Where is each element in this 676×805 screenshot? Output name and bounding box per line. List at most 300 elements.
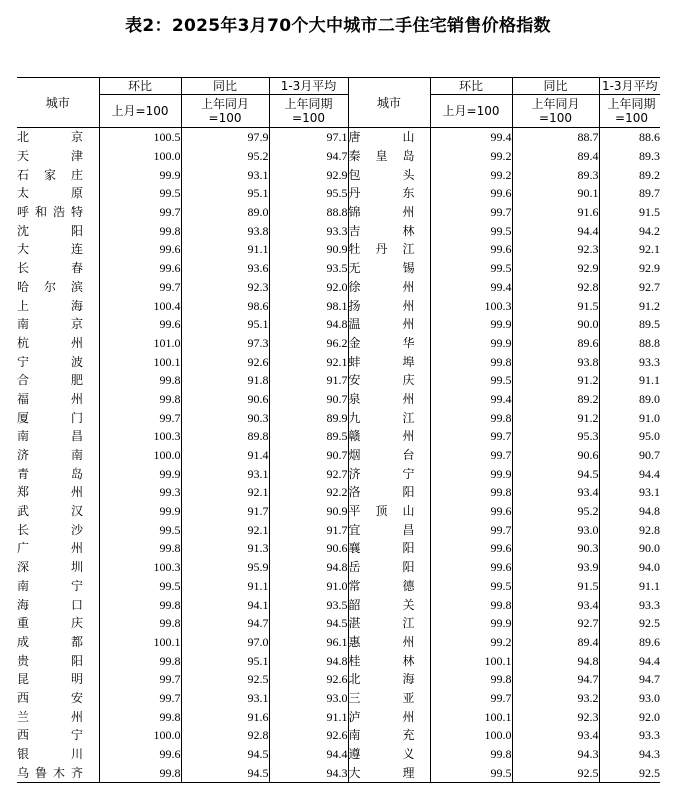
- city-name: 吉林: [348, 223, 415, 238]
- city-name-cell: [348, 184, 430, 203]
- table-body: [17, 128, 660, 783]
- avg-value-cell: 92.2: [269, 483, 348, 502]
- avg-value-cell: 94.3: [599, 745, 660, 764]
- city-name: 西安: [17, 690, 83, 705]
- city-name-cell: [17, 689, 99, 708]
- city-name-cell: [348, 371, 430, 390]
- city-name-cell: [17, 371, 99, 390]
- city-name-cell: [348, 614, 430, 633]
- table-row: [17, 520, 660, 539]
- yoy-value-cell: 97.3: [181, 334, 269, 353]
- city-name: 金华: [348, 335, 415, 350]
- city-name: 重庆: [17, 616, 83, 631]
- yoy-value-cell: 94.8: [512, 651, 599, 670]
- yoy-value-cell: 93.4: [512, 726, 599, 745]
- city-name-cell: [348, 502, 430, 521]
- yoy-value-cell: 92.7: [512, 614, 599, 633]
- yoy-value-cell: 91.3: [181, 539, 269, 558]
- yoy-base-label-right: 上年同月=100: [512, 95, 599, 128]
- table-row: [17, 651, 660, 670]
- avg-value-cell: 92.6: [269, 670, 348, 689]
- city-name: 遵义: [348, 747, 415, 762]
- yoy-value-cell: 89.8: [181, 427, 269, 446]
- city-column-header-right: 城市: [348, 78, 430, 128]
- avg-value-cell: 93.0: [599, 689, 660, 708]
- yoy-value-cell: 94.7: [181, 614, 269, 633]
- mom-value-cell: 99.5: [430, 221, 512, 240]
- mom-value-cell: 99.9: [430, 315, 512, 334]
- avg-value-cell: 94.8: [269, 315, 348, 334]
- yoy-value-cell: 93.0: [512, 520, 599, 539]
- mom-value-cell: 99.6: [430, 558, 512, 577]
- city-name: 南昌: [17, 429, 83, 444]
- yoy-value-cell: 90.6: [181, 390, 269, 409]
- mom-value-cell: 99.2: [430, 165, 512, 184]
- yoy-value-cell: 92.6: [181, 352, 269, 371]
- city-name-cell: [17, 352, 99, 371]
- city-name: 西宁: [17, 728, 83, 743]
- mom-value-cell: 99.8: [99, 595, 181, 614]
- yoy-value-cell: 93.4: [512, 483, 599, 502]
- yoy-value-cell: 93.4: [512, 595, 599, 614]
- mom-value-cell: 99.8: [99, 221, 181, 240]
- city-name: 襄阳: [348, 541, 415, 556]
- yoy-value-cell: 92.5: [512, 763, 599, 782]
- avg-value-cell: 96.1: [269, 633, 348, 652]
- mom-value-cell: 99.4: [430, 278, 512, 297]
- city-name: 厦门: [17, 410, 83, 425]
- city-name-cell: [17, 165, 99, 184]
- city-name: 洛阳: [348, 485, 415, 500]
- city-name: 徐州: [348, 279, 415, 294]
- city-name: 大连: [17, 242, 83, 257]
- city-name: 乌鲁木齐: [17, 765, 83, 780]
- city-name: 广州: [17, 541, 83, 556]
- city-name-cell: [17, 278, 99, 297]
- table-row: [17, 483, 660, 502]
- yoy-value-cell: 93.2: [512, 689, 599, 708]
- table-row: [17, 334, 660, 353]
- yoy-value-cell: 94.5: [512, 464, 599, 483]
- city-name-cell: [348, 763, 430, 782]
- avg-value-cell: 88.6: [599, 128, 660, 147]
- city-name: 上海: [17, 298, 83, 313]
- yoy-value-cell: 93.8: [181, 221, 269, 240]
- avg-value-cell: 93.1: [599, 483, 660, 502]
- city-name-cell: [348, 651, 430, 670]
- city-name: 北海: [348, 672, 415, 687]
- yoy-value-cell: 92.3: [512, 707, 599, 726]
- city-name-cell: [17, 595, 99, 614]
- avg-value-cell: 92.0: [599, 707, 660, 726]
- mom-value-cell: 99.5: [99, 520, 181, 539]
- city-name: 长沙: [17, 522, 83, 537]
- yoy-value-cell: 90.3: [512, 539, 599, 558]
- mom-value-cell: 99.7: [430, 689, 512, 708]
- avg-value-cell: 93.3: [599, 726, 660, 745]
- city-name: 兰州: [17, 709, 83, 724]
- city-name: 平顶山: [348, 504, 415, 519]
- mom-value-cell: 100.1: [99, 633, 181, 652]
- avg-value-cell: 92.1: [269, 352, 348, 371]
- city-name-cell: [17, 577, 99, 596]
- mom-value-cell: 99.5: [99, 184, 181, 203]
- yoy-value-cell: 95.1: [181, 315, 269, 334]
- avg-base-label: 上年同期=100: [269, 95, 348, 128]
- avg-value-cell: 91.7: [269, 371, 348, 390]
- city-name: 牡丹江: [348, 242, 415, 257]
- table-header: [17, 78, 660, 128]
- table-row: [17, 595, 660, 614]
- city-name: 沈阳: [17, 223, 83, 238]
- city-name-cell: [17, 539, 99, 558]
- mom-value-cell: 99.9: [99, 165, 181, 184]
- yoy-value-cell: 95.1: [181, 651, 269, 670]
- city-name: 贵阳: [17, 653, 83, 668]
- avg-value-cell: 95.0: [599, 427, 660, 446]
- city-name: 济南: [17, 448, 83, 463]
- table-row: [17, 502, 660, 521]
- avg-value-cell: 97.1: [269, 128, 348, 147]
- city-name: 赣州: [348, 429, 415, 444]
- mom-value-cell: 99.7: [99, 689, 181, 708]
- avg-value-cell: 93.3: [599, 595, 660, 614]
- yoy-value-cell: 93.8: [512, 352, 599, 371]
- mom-value-cell: 99.7: [99, 203, 181, 222]
- yoy-value-cell: 92.3: [181, 278, 269, 297]
- city-name-cell: [348, 464, 430, 483]
- table-row: [17, 464, 660, 483]
- avg-value-cell: 89.5: [599, 315, 660, 334]
- mom-value-cell: 99.6: [99, 259, 181, 278]
- mom-value-cell: 99.4: [430, 128, 512, 147]
- city-name-cell: [17, 707, 99, 726]
- yoy-value-cell: 91.5: [512, 296, 599, 315]
- city-name-cell: [348, 259, 430, 278]
- yoy-value-cell: 92.8: [512, 278, 599, 297]
- city-name: 福州: [17, 391, 83, 406]
- mom-value-cell: 100.5: [99, 128, 181, 147]
- city-name-cell: [17, 464, 99, 483]
- mom-value-cell: 99.5: [430, 577, 512, 596]
- avg-value-cell: 88.8: [269, 203, 348, 222]
- mom-value-cell: 99.9: [430, 614, 512, 633]
- table-row: [17, 221, 660, 240]
- yoy-value-cell: 95.3: [512, 427, 599, 446]
- yoy-column-header-right: 同比: [512, 78, 599, 95]
- yoy-value-cell: 90.6: [512, 446, 599, 465]
- city-name: 南京: [17, 317, 83, 332]
- yoy-value-cell: 94.4: [512, 221, 599, 240]
- city-name: 北京: [17, 130, 83, 145]
- city-name-cell: [17, 670, 99, 689]
- mom-value-cell: 99.8: [99, 614, 181, 633]
- yoy-value-cell: 91.4: [181, 446, 269, 465]
- avg-value-cell: 94.7: [599, 670, 660, 689]
- mom-value-cell: 99.9: [99, 502, 181, 521]
- mom-value-cell: 99.5: [99, 577, 181, 596]
- mom-value-cell: 99.7: [99, 278, 181, 297]
- yoy-value-cell: 91.2: [512, 408, 599, 427]
- city-name-cell: [348, 726, 430, 745]
- city-name: 泉州: [348, 391, 415, 406]
- city-name-cell: [17, 614, 99, 633]
- avg-value-cell: 90.7: [599, 446, 660, 465]
- mom-value-cell: 99.8: [99, 390, 181, 409]
- avg-value-cell: 92.0: [269, 278, 348, 297]
- avg-value-cell: 92.6: [269, 726, 348, 745]
- mom-value-cell: 99.7: [99, 670, 181, 689]
- city-name-cell: [348, 427, 430, 446]
- avg-value-cell: 92.9: [599, 259, 660, 278]
- avg-value-cell: 94.3: [269, 763, 348, 782]
- avg-value-cell: 94.5: [269, 614, 348, 633]
- city-name: 唐山: [348, 130, 415, 145]
- city-name: 郑州: [17, 485, 83, 500]
- city-name: 温州: [348, 317, 415, 332]
- avg-value-cell: 94.8: [269, 651, 348, 670]
- mom-value-cell: 99.8: [430, 483, 512, 502]
- mom-value-cell: 99.8: [99, 651, 181, 670]
- mom-base-label-right: 上月=100: [430, 95, 512, 128]
- city-name: 深圳: [17, 560, 83, 575]
- yoy-value-cell: 95.9: [181, 558, 269, 577]
- city-name: 南充: [348, 728, 415, 743]
- mom-value-cell: 99.8: [430, 670, 512, 689]
- table-row: [17, 184, 660, 203]
- city-name-cell: [348, 689, 430, 708]
- avg-value-cell: 95.5: [269, 184, 348, 203]
- yoy-value-cell: 94.5: [181, 745, 269, 764]
- city-name: 锦州: [348, 205, 415, 220]
- city-name: 呼和浩特: [17, 205, 83, 220]
- table-row: [17, 614, 660, 633]
- city-name-cell: [17, 203, 99, 222]
- table-row: [17, 147, 660, 166]
- table-row: [17, 427, 660, 446]
- city-name-cell: [17, 502, 99, 521]
- avg-value-cell: 94.8: [599, 502, 660, 521]
- mom-value-cell: 99.7: [99, 408, 181, 427]
- yoy-value-cell: 97.0: [181, 633, 269, 652]
- mom-value-cell: 99.8: [99, 539, 181, 558]
- table-row: [17, 240, 660, 259]
- avg-value-cell: 91.1: [599, 577, 660, 596]
- city-name-cell: [17, 726, 99, 745]
- yoy-value-cell: 94.3: [512, 745, 599, 764]
- avg-value-cell: 90.9: [269, 240, 348, 259]
- city-name: 太原: [17, 186, 83, 201]
- table-row: [17, 558, 660, 577]
- table-title: 表2：2025年3月70个大中城市二手住宅销售价格指数: [125, 16, 551, 36]
- city-name-cell: [17, 483, 99, 502]
- avg-value-cell: 92.5: [599, 614, 660, 633]
- avg-value-cell: 90.7: [269, 390, 348, 409]
- mom-value-cell: 100.1: [430, 651, 512, 670]
- yoy-value-cell: 90.0: [512, 315, 599, 334]
- avg-value-cell: 89.3: [599, 147, 660, 166]
- mom-value-cell: 100.0: [99, 726, 181, 745]
- yoy-value-cell: 89.3: [512, 165, 599, 184]
- mom-value-cell: 99.3: [99, 483, 181, 502]
- mom-value-cell: 99.5: [430, 371, 512, 390]
- yoy-value-cell: 91.2: [512, 371, 599, 390]
- city-name-cell: [348, 165, 430, 184]
- yoy-value-cell: 88.7: [512, 128, 599, 147]
- yoy-value-cell: 92.5: [181, 670, 269, 689]
- city-name: 杭州: [17, 335, 83, 350]
- yoy-value-cell: 93.1: [181, 165, 269, 184]
- city-name-cell: [348, 390, 430, 409]
- avg-value-cell: 94.2: [599, 221, 660, 240]
- yoy-value-cell: 92.9: [512, 259, 599, 278]
- table-row: [17, 446, 660, 465]
- city-column-header: 城市: [17, 78, 99, 128]
- avg-column-header-right: 1-3月平均: [599, 78, 660, 95]
- avg-value-cell: 91.1: [269, 707, 348, 726]
- city-name-cell: [17, 240, 99, 259]
- yoy-value-cell: 89.4: [512, 147, 599, 166]
- mom-value-cell: 99.6: [430, 539, 512, 558]
- city-name: 桂林: [348, 653, 415, 668]
- mom-value-cell: 99.9: [430, 464, 512, 483]
- city-name: 哈尔滨: [17, 279, 83, 294]
- city-name-cell: [348, 577, 430, 596]
- city-name-cell: [17, 633, 99, 652]
- mom-value-cell: 100.3: [99, 427, 181, 446]
- city-name-cell: [348, 520, 430, 539]
- city-name-cell: [17, 745, 99, 764]
- mom-value-cell: 99.6: [430, 240, 512, 259]
- yoy-value-cell: 89.2: [512, 390, 599, 409]
- city-name-cell: [348, 670, 430, 689]
- city-name: 扬州: [348, 298, 415, 313]
- yoy-value-cell: 91.8: [181, 371, 269, 390]
- city-name: 安庆: [348, 373, 415, 388]
- yoy-value-cell: 89.6: [512, 334, 599, 353]
- yoy-value-cell: 98.6: [181, 296, 269, 315]
- yoy-value-cell: 94.7: [512, 670, 599, 689]
- avg-value-cell: 90.7: [269, 446, 348, 465]
- avg-value-cell: 96.2: [269, 334, 348, 353]
- avg-value-cell: 94.7: [269, 147, 348, 166]
- table-row: [17, 165, 660, 184]
- city-name: 宜昌: [348, 522, 415, 537]
- city-name: 银川: [17, 747, 83, 762]
- avg-value-cell: 89.9: [269, 408, 348, 427]
- yoy-value-cell: 92.3: [512, 240, 599, 259]
- city-name-cell: [348, 147, 430, 166]
- yoy-value-cell: 93.6: [181, 259, 269, 278]
- city-name-cell: [348, 296, 430, 315]
- yoy-value-cell: 92.1: [181, 520, 269, 539]
- mom-value-cell: 100.0: [430, 726, 512, 745]
- avg-value-cell: 93.3: [599, 352, 660, 371]
- mom-value-cell: 99.5: [430, 259, 512, 278]
- avg-value-cell: 90.9: [269, 502, 348, 521]
- city-name-cell: [17, 334, 99, 353]
- city-name-cell: [348, 539, 430, 558]
- avg-value-cell: 90.6: [269, 539, 348, 558]
- yoy-value-cell: 93.9: [512, 558, 599, 577]
- yoy-value-cell: 91.1: [181, 240, 269, 259]
- avg-value-cell: 94.4: [599, 651, 660, 670]
- avg-value-cell: 91.0: [599, 408, 660, 427]
- mom-value-cell: 99.6: [99, 240, 181, 259]
- mom-value-cell: 101.0: [99, 334, 181, 353]
- avg-value-cell: 94.0: [599, 558, 660, 577]
- city-name: 韶关: [348, 597, 415, 612]
- mom-value-cell: 100.1: [430, 707, 512, 726]
- yoy-value-cell: 92.8: [181, 726, 269, 745]
- mom-value-cell: 99.5: [430, 763, 512, 782]
- mom-value-cell: 100.0: [99, 446, 181, 465]
- avg-value-cell: 94.4: [599, 464, 660, 483]
- city-name: 天津: [17, 149, 83, 164]
- avg-value-cell: 91.1: [599, 371, 660, 390]
- city-name-cell: [348, 240, 430, 259]
- mom-value-cell: 99.7: [430, 203, 512, 222]
- mom-value-cell: 99.4: [430, 390, 512, 409]
- mom-value-cell: 99.9: [430, 334, 512, 353]
- city-name: 宁波: [17, 354, 83, 369]
- avg-value-cell: 89.0: [599, 390, 660, 409]
- yoy-value-cell: 91.7: [181, 502, 269, 521]
- mom-value-cell: 99.9: [99, 464, 181, 483]
- city-name-cell: [17, 763, 99, 782]
- yoy-value-cell: 91.1: [181, 577, 269, 596]
- mom-value-cell: 100.0: [99, 147, 181, 166]
- mom-value-cell: 100.4: [99, 296, 181, 315]
- avg-value-cell: 88.8: [599, 334, 660, 353]
- table-row: [17, 296, 660, 315]
- mom-value-cell: 100.3: [99, 558, 181, 577]
- avg-value-cell: 91.0: [269, 577, 348, 596]
- city-name-cell: [17, 147, 99, 166]
- city-name-cell: [17, 128, 99, 147]
- city-name: 烟台: [348, 448, 415, 463]
- city-name-cell: [348, 334, 430, 353]
- city-name-cell: [348, 483, 430, 502]
- yoy-value-cell: 90.1: [512, 184, 599, 203]
- avg-value-cell: 92.5: [599, 763, 660, 782]
- yoy-column-header: 同比: [181, 78, 269, 95]
- mom-value-cell: 99.7: [430, 520, 512, 539]
- yoy-value-cell: 95.2: [181, 147, 269, 166]
- city-name: 湛江: [348, 616, 415, 631]
- city-name-cell: [17, 446, 99, 465]
- table-row: [17, 689, 660, 708]
- avg-value-cell: 93.5: [269, 595, 348, 614]
- mom-value-cell: 100.3: [430, 296, 512, 315]
- yoy-value-cell: 89.0: [181, 203, 269, 222]
- table-row: [17, 633, 660, 652]
- yoy-value-cell: 95.1: [181, 184, 269, 203]
- city-name-cell: [348, 315, 430, 334]
- city-name-cell: [348, 446, 430, 465]
- city-name: 包头: [348, 167, 415, 182]
- mom-value-cell: 99.8: [430, 408, 512, 427]
- avg-value-cell: 89.2: [599, 165, 660, 184]
- yoy-value-cell: 91.5: [512, 577, 599, 596]
- mom-column-header: 环比: [99, 78, 181, 95]
- table-row: [17, 259, 660, 278]
- table-row: [17, 408, 660, 427]
- city-name-cell: [17, 558, 99, 577]
- table-row: [17, 726, 660, 745]
- mom-column-header-right: 环比: [430, 78, 512, 95]
- city-name-cell: [17, 427, 99, 446]
